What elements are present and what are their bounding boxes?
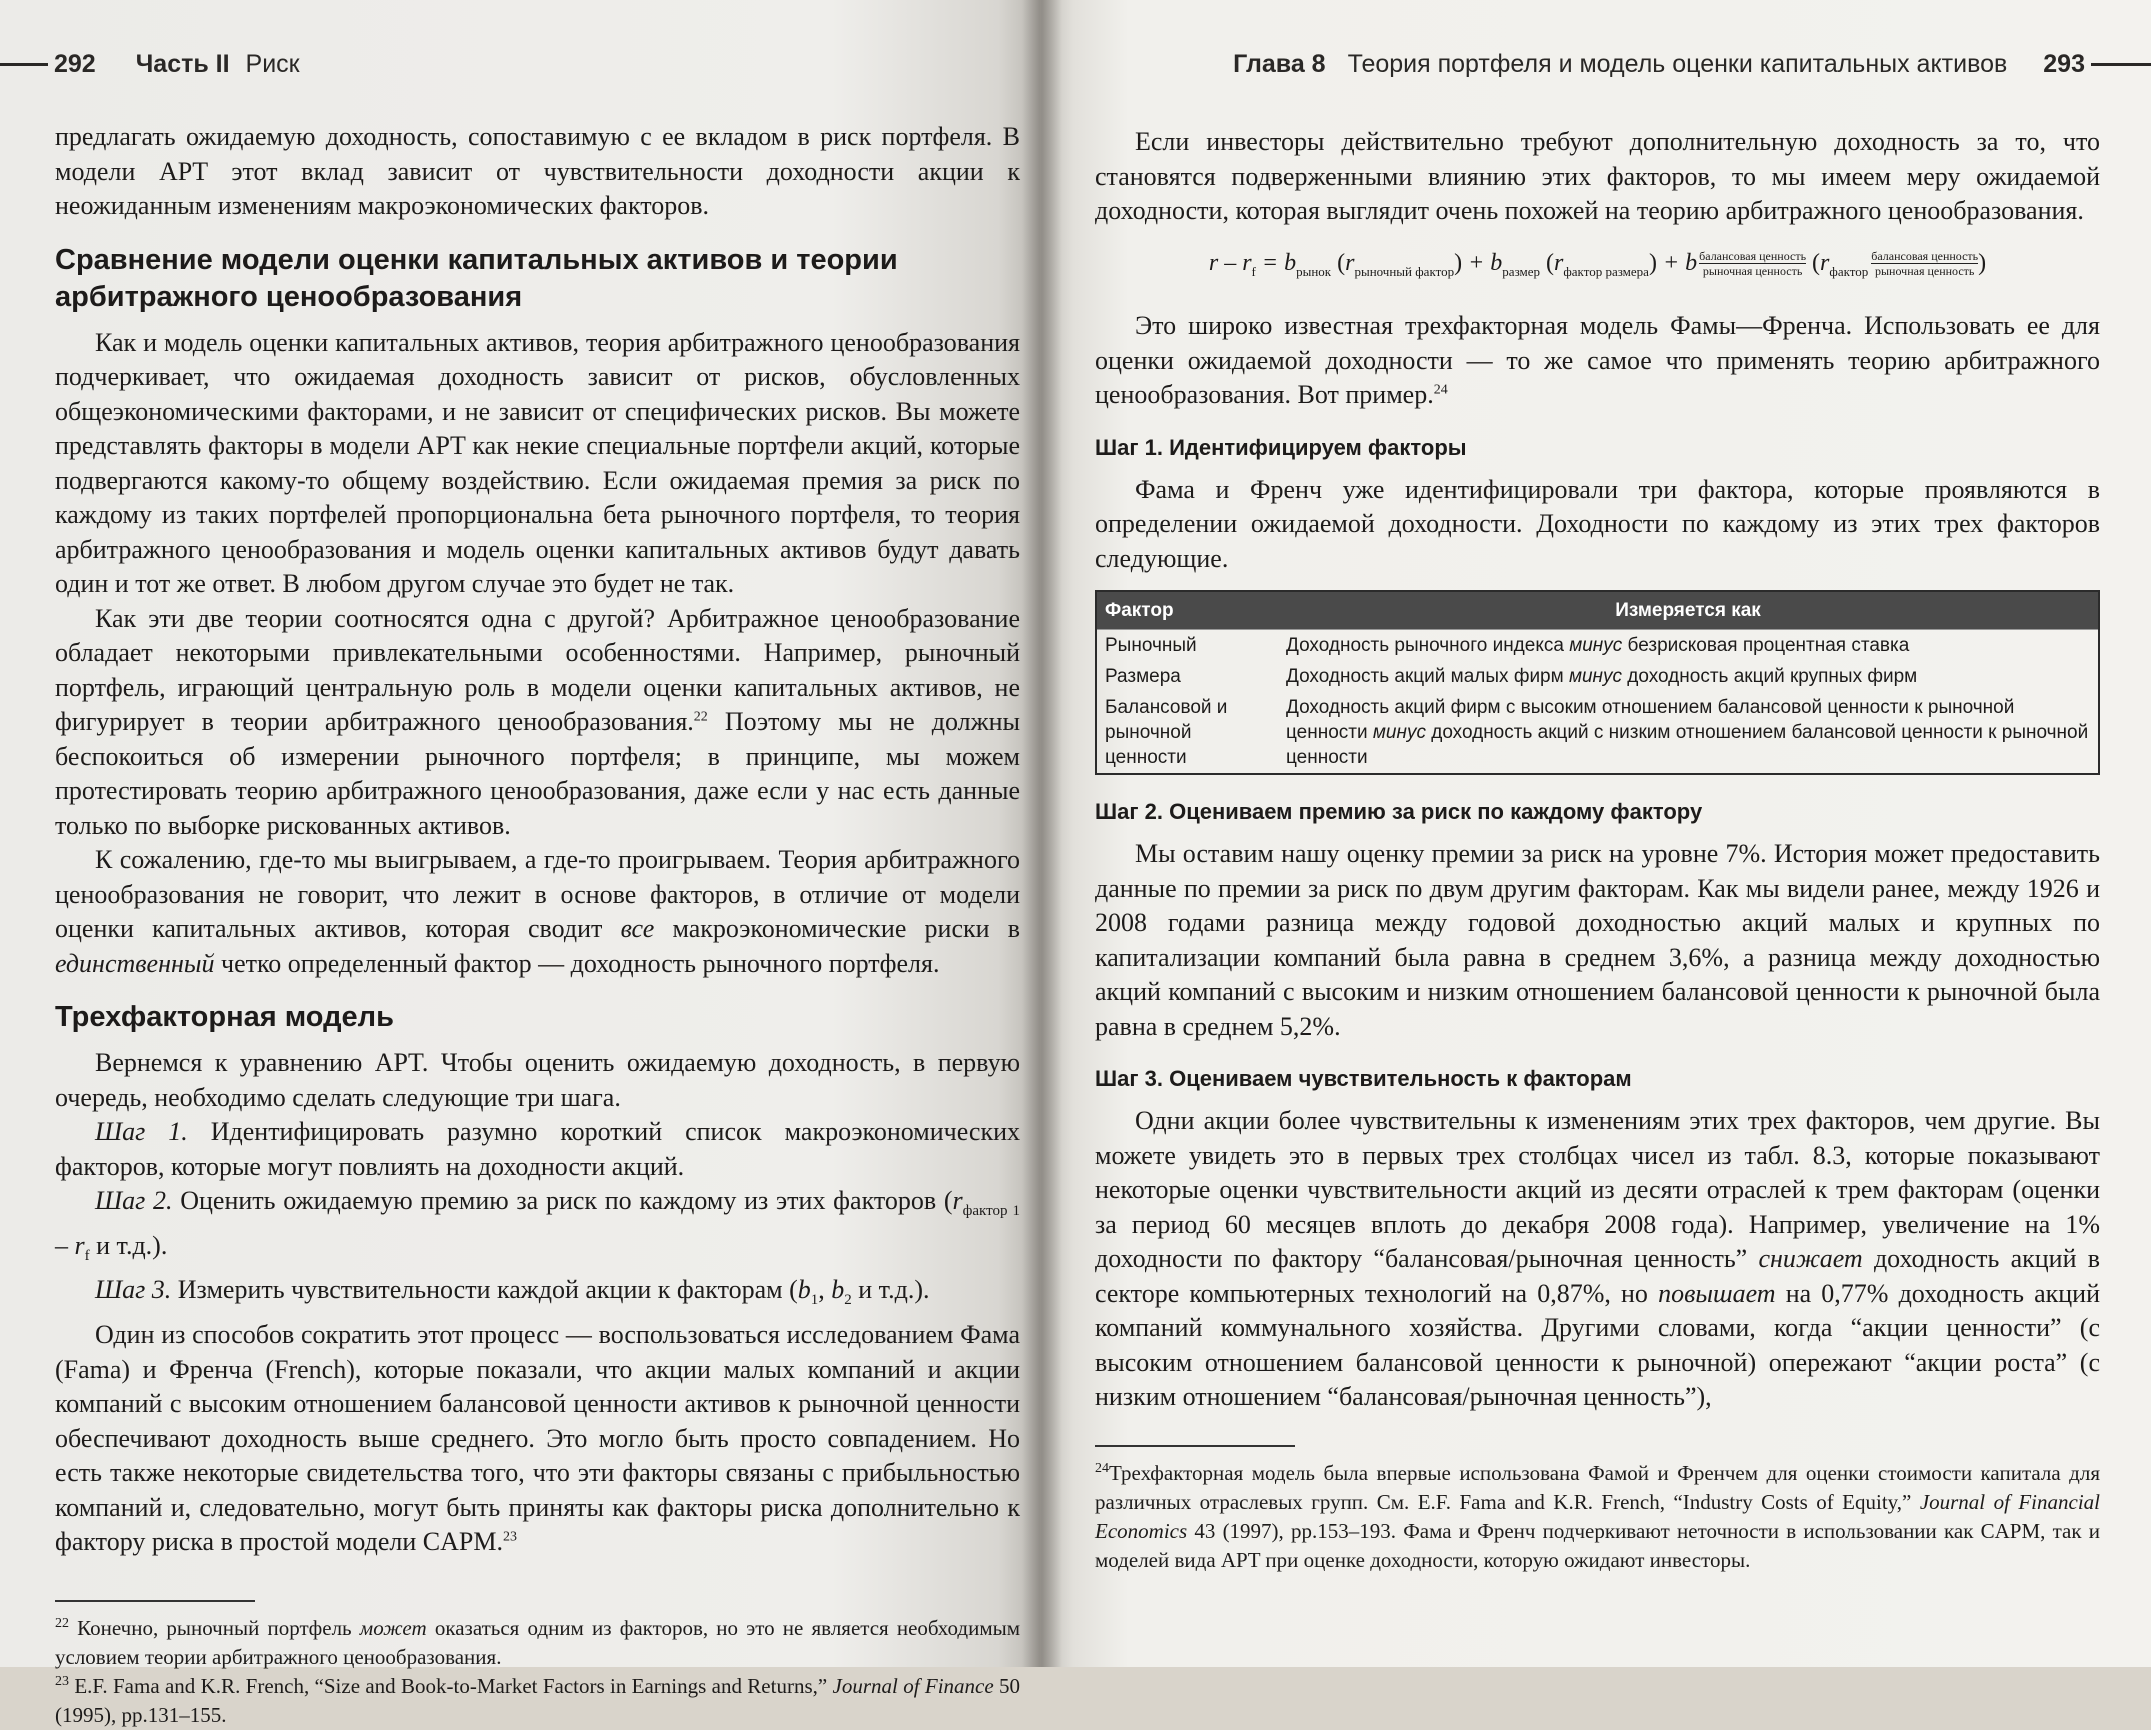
footnote-ref-23: 23 bbox=[502, 1529, 517, 1545]
book-gutter-shadow bbox=[1022, 0, 1062, 1667]
left-page-number: 292 bbox=[54, 49, 96, 78]
step-1-text: Идентифицировать разумно короткий список макроэкономических факторов, которые могут повлиять на доходности акций. bbox=[55, 1117, 1020, 1181]
footnote-23 bbox=[55, 1672, 1020, 1730]
three-factor-formula: $r - r_f = b_{рынок}$ $(r_{рыночный фактор}) + b_{размер}$ $(r_{фактор размера}) + b$ балансовая ценность рыночная ценность ($r_{фактор}$ балансовая ценность рыночная ценность ) bbox=[1208, 249, 1987, 279]
step-1-label: Шаг 1. bbox=[95, 1117, 188, 1146]
step-2-symbol-rf: r bbox=[74, 1230, 85, 1260]
chapter-label: Глава 8 bbox=[1233, 49, 1326, 78]
table-row bbox=[1096, 630, 2099, 662]
step-2-sub-factor1: фактор 1 bbox=[962, 1203, 1020, 1220]
footnote-24 bbox=[1095, 1459, 2100, 1575]
cell-text-b: безрисковая процентная ставка bbox=[1622, 635, 1910, 657]
right-page-number: 293 bbox=[2043, 49, 2085, 78]
right-paragraph-1: Если инвесторы действительно требуют дополнительную доходность за то, что становятся подверженными влиянию этих факторов, то мы имеем меру ожидаемой доходности, которая выглядит очень похожей на теорию арбитражного ценообразования. bbox=[1095, 127, 2100, 225]
step-3-text: Измерить чувствительности каждой акции к факторам ( bbox=[171, 1275, 798, 1305]
right-paragraph-5-text-c: на 0,77% доходность акций компаний коммунального хозяйства. Другими словами, когда “акции ценности” (с высоким отношением балансовой ценности к рыночной) опережают “акции роста” (с низким отношением “балансовая/рыночная ценность”), bbox=[1095, 1278, 2100, 1412]
paragraph-2-text-a: Как эти две теории соотносятся одна с другой? Арбитражное ценообразование обладает некоторыми привлекательными особенностями. Например, рыночный портфель, играющий центральную роль в модели оценки капитальных активов, не фигурирует в теории арбитражного ценообразования. bbox=[55, 603, 1020, 736]
footnote-22-emphasis: может bbox=[359, 1615, 427, 1640]
heading-three-factor-model: Трехфакторная модель bbox=[55, 1001, 394, 1033]
footnote-23-text-b: 50 (1995), pp.131–155. bbox=[55, 1673, 1021, 1727]
right-paragraph-2 bbox=[1095, 309, 2100, 413]
formula-r-value-den: рыночная ценность bbox=[1874, 264, 1975, 279]
step-3-item: Шаг 3. Измерить чувствительности каждой акции к факторам ($b_1$, $b_2$ и т.д.). bbox=[95, 1275, 930, 1309]
right-paragraph-5-emphasis-1: снижает bbox=[1758, 1244, 1863, 1274]
footnote-23-number: 23 bbox=[55, 1673, 69, 1689]
table-cell-description bbox=[1278, 630, 2099, 662]
step-3-label: Шаг 3. bbox=[95, 1275, 172, 1305]
step-1-heading: Шаг 1. Идентифицируем факторы bbox=[1095, 434, 1467, 460]
right-paragraph-5 bbox=[1095, 1104, 2100, 1415]
right-running-head bbox=[1233, 44, 2151, 84]
table-cell-factor: Балансовой и рыночной ценности bbox=[1105, 697, 1228, 769]
step-2-item bbox=[55, 1184, 1020, 1273]
paragraph-3-emphasis-2: единственный bbox=[55, 948, 215, 978]
formula-r-market-sub: рыночный фактор bbox=[1354, 263, 1455, 279]
table-header-measured: Измеряется как bbox=[1278, 591, 2099, 630]
right-paragraph-3: Фама и Френч уже идентифицировали три фактора, которые проявляются в определении ожидаемой доходности. Доходности по каждому из этих трех факторов следующие. bbox=[1095, 474, 2100, 573]
formula-b-value-den: рыночная ценность bbox=[1702, 264, 1803, 279]
table-cell-description bbox=[1278, 692, 2099, 774]
formula-b-market-sub: рынок bbox=[1296, 263, 1332, 279]
footnote-ref-22: 22 bbox=[693, 709, 708, 725]
table-cell-factor: Рыночный bbox=[1096, 630, 1278, 662]
paragraph-2 bbox=[55, 602, 1020, 844]
right-column bbox=[1095, 125, 2100, 1575]
footnote-22 bbox=[55, 1614, 1020, 1672]
footnote-ref-24: 24 bbox=[1433, 382, 1448, 398]
left-page bbox=[0, 0, 1040, 1727]
cell-text-b: доходность акций крупных фирм bbox=[1622, 666, 1918, 688]
step-2-symbol-r: r bbox=[952, 1186, 963, 1215]
formula-plus-b-value: + b bbox=[1656, 249, 1698, 276]
paragraph-3-text-b: макроэкономические риски в bbox=[654, 914, 1021, 943]
header-rule bbox=[0, 63, 48, 66]
header-rule-right bbox=[2091, 63, 2151, 66]
footnote-22-text-a: Конечно, рыночный портфель bbox=[69, 1615, 360, 1640]
chapter-title: Теория портфеля и модель оценки капитальных активов bbox=[1347, 49, 2008, 78]
table-cell-factor: Размера bbox=[1105, 666, 1181, 688]
formula-r-value-sub: фактор bbox=[1829, 263, 1869, 279]
right-page bbox=[1040, 0, 2151, 1667]
paragraph-2-text-b: Поэтому мы не должны беспокоиться об измерении рыночного портфеля; в принципе, мы можем протестировать теорию арбитражного ценообразования, даже если у нас есть данные только по выборке рискованных активов. bbox=[55, 707, 1020, 840]
formula-lhs: r – r bbox=[1208, 249, 1252, 276]
step-3-end: и т.д.). bbox=[851, 1275, 930, 1305]
formula-r-value-num: балансовая ценность bbox=[1871, 249, 1979, 264]
step-2-sub-f: f bbox=[84, 1247, 90, 1264]
formula-r-market: r bbox=[1345, 249, 1355, 276]
step-2-end: и т.д.). bbox=[89, 1230, 168, 1260]
left-running-head bbox=[0, 44, 300, 84]
heading-capm-vs-apt: Сравнение модели оценки капитальных активов и теории арбитражного ценообразования bbox=[55, 243, 898, 313]
footnote-22-text-b: оказаться одним из факторов, но это не является необходимым условием теории арбитражного ценообразования. bbox=[55, 1615, 1021, 1669]
footnote-23-text-a: E.F. Fama and K.R. French, “Size and Book-to-Market Factors in Earnings and Returns,” bbox=[69, 1673, 833, 1698]
table-header-factor: Фактор bbox=[1096, 591, 1278, 630]
paragraph-5-text: Один из способов сократить этот процесс — воспользоваться исследованием Фама (Fama) и Френча (French), которые показали, что акции малых компаний и акции компаний с высоким отношением балансовой ценности активов к рыночной ценности обеспечивают доходность выше среднего. Это могло быть просто совпадением. Но есть также некоторые свидетельства того, что эти факторы связаны с прибыльностью компаний и, следовательно, могут быть приняты как факторы риска дополнительно к фактору риска в простой модели CAPM. bbox=[55, 1320, 1020, 1557]
formula-r-size: r bbox=[1554, 249, 1564, 276]
cell-text-a: Доходность рыночного индекса bbox=[1286, 635, 1570, 657]
paragraph-3-text-c: четко определенный фактор — доходность рыночного портфеля. bbox=[214, 948, 940, 978]
right-paragraph-2-text: Это широко известная трехфакторная модель Фамы—Френча. Использовать ее для оценки ожидаемой доходности — то же самое что применять теорию арбитражного ценообразования. Вот пример. bbox=[1095, 311, 2100, 410]
cell-text-a: Доходность акций фирм с высоким отношением балансовой ценности к рыночной ценности bbox=[1286, 697, 2015, 744]
footnote-rule-right bbox=[1095, 1445, 1295, 1447]
paragraph-1: Как и модель оценки капитальных активов, теория арбитражного ценообразования подчеркивает, что ожидаемая доходность зависит от рисков, обусловленных общеэкономическими факторами, и не зависит от специфических рисков. Вы можете представлять факторы в модели APT как некие специальные портфели акций, которые подвергаются какому-то общему воздействию. Если ожидаемая премия за риск по каждому из таких портфелей пропорциональна бета рыночного портфеля, то теория арбитражного ценообразования и модель оценки капитальных активов будут давать один и тот же ответ. В любом другом случае это будет не так. bbox=[55, 327, 1020, 598]
table-row bbox=[1096, 661, 2099, 692]
step-3-sub-2: 2 bbox=[844, 1292, 852, 1309]
step-1-item bbox=[55, 1115, 1020, 1184]
step-2-heading: Шаг 2. Оцениваем премию за риск по каждому фактору bbox=[1095, 799, 1703, 825]
table-header-row bbox=[1096, 591, 2099, 630]
right-paragraph-4: Мы оставим нашу оценку премии за риск на уровне 7%. История может предоставить данные по премии за риск по двум другим факторам. Как мы видели ранее, между 1926 и 2008 годами разница между годовой доходностью акций малых и крупных по капитализации компаний была равна в среднем 3,6%, а разница между доходностью акций компаний с высоким и низким отношением балансовой ценности к рыночной была равна в среднем 5,2%. bbox=[1095, 839, 2100, 1041]
formula-r-value-fraction bbox=[1871, 249, 1978, 278]
formula-lhs-sub: f bbox=[1251, 263, 1256, 279]
formula-b-value-num: балансовая ценность bbox=[1699, 249, 1807, 264]
step-3-b2: b bbox=[831, 1275, 845, 1305]
formula-r-value: r bbox=[1820, 249, 1830, 276]
step-2-minus: – bbox=[55, 1230, 75, 1260]
intro-paragraph: предлагать ожидаемую доходность, сопоставимую с ее вкладом в риск портфеля. В модели APT этот вклад зависит от чувствительности доходности акции к неожиданным изменениям макроэкономических факторов. bbox=[55, 122, 1020, 220]
paragraph-3-text-a: К сожалению, где-то мы выигрываем, а где-то проигрываем. Теория арбитражного ценообразования не говорит, что лежит в основе факторов, в отличие от модели оценки капитальных активов, которая сводит bbox=[55, 845, 1020, 943]
formula-r-size-sub: фактор размера bbox=[1563, 263, 1649, 279]
right-paragraph-5-emphasis-2: повышает bbox=[1658, 1278, 1776, 1308]
cell-text-a: Доходность акций малых фирм bbox=[1286, 666, 1569, 688]
part-label: Часть II bbox=[135, 49, 230, 78]
cell-text-b: доходность акций с низким отношением балансовой ценности к рыночной ценности bbox=[1286, 722, 2089, 769]
right-paragraph-5-text-b: доходность акций в секторе компьютерных технологий на 0,87%, но bbox=[1095, 1244, 2100, 1308]
factors-table bbox=[1095, 590, 2100, 775]
section-label: Риск bbox=[245, 49, 300, 78]
paragraph-4: Вернемся к уравнению APT. Чтобы оценить ожидаемую доходность, в первую очередь, необходимо сделать следующие три шага. bbox=[55, 1048, 1020, 1112]
footnote-22-number: 22 bbox=[55, 1615, 69, 1631]
step-3-sub-1: 1 bbox=[810, 1292, 819, 1309]
paragraph-3 bbox=[55, 843, 1020, 981]
cell-emphasis: минус bbox=[1568, 666, 1623, 688]
table-row bbox=[1096, 692, 2099, 774]
table-cell-description bbox=[1278, 661, 2099, 692]
step-2-text: Оценить ожидаемую премию за риск по каждому из этих факторов ( bbox=[172, 1186, 953, 1215]
cell-emphasis: минус bbox=[1569, 635, 1623, 657]
footnote-24-text-a: Трехфакторная модель была впервые использована Фамой и Френчем для оценки стоимости капитала для различных отраслевых групп. См. E.F. Fama and K.R. French, “Industry Costs of Equity,” bbox=[1095, 1460, 2100, 1514]
footnote-24-text-b: 43 (1997), pp.153–193. Фама и Френч подчеркивают неточности в использовании как CAPM, так и моделей вида APT при оценке доходности, которую ожидают инвесторы. bbox=[1095, 1518, 2100, 1572]
formula-b-size-sub: размер bbox=[1502, 263, 1541, 279]
step-2-label: Шаг 2. bbox=[95, 1186, 173, 1215]
footnote-23-journal: Journal of Finance bbox=[832, 1673, 994, 1698]
step-3-b1: b bbox=[797, 1275, 811, 1305]
footnote-24-number: 24 bbox=[1095, 1460, 1109, 1476]
formula-b-value-fraction bbox=[1699, 249, 1806, 278]
formula-plus-b-size: + b bbox=[1462, 249, 1503, 276]
right-paragraph-5-text-a: Одни акции более чувствительны к изменениям этих трех факторов, чем другие. Вы можете увидеть это в первых трех столбцах чисел из табл. 8.3, которые показывают некоторые оценки чувствительности акций из десяти отраслей к трем факторам (оценки за период 60 месяцев вплоть до декабря 2008 года). Например, увеличение на 1% доходности по фактору “балансовая/рыночная ценность” bbox=[1095, 1106, 2100, 1274]
formula-eq-b: = b bbox=[1255, 249, 1297, 276]
paragraph-5 bbox=[55, 1318, 1020, 1560]
left-column bbox=[55, 120, 1020, 1730]
footnote-rule bbox=[55, 1600, 255, 1602]
step-3-heading: Шаг 3. Оцениваем чувствительность к факторам bbox=[1095, 1066, 1632, 1092]
footnote-24-journal: Journal of Financial Economics bbox=[1095, 1489, 2100, 1543]
cell-emphasis: минус bbox=[1372, 722, 1426, 744]
paragraph-3-emphasis-1: все bbox=[620, 914, 655, 943]
